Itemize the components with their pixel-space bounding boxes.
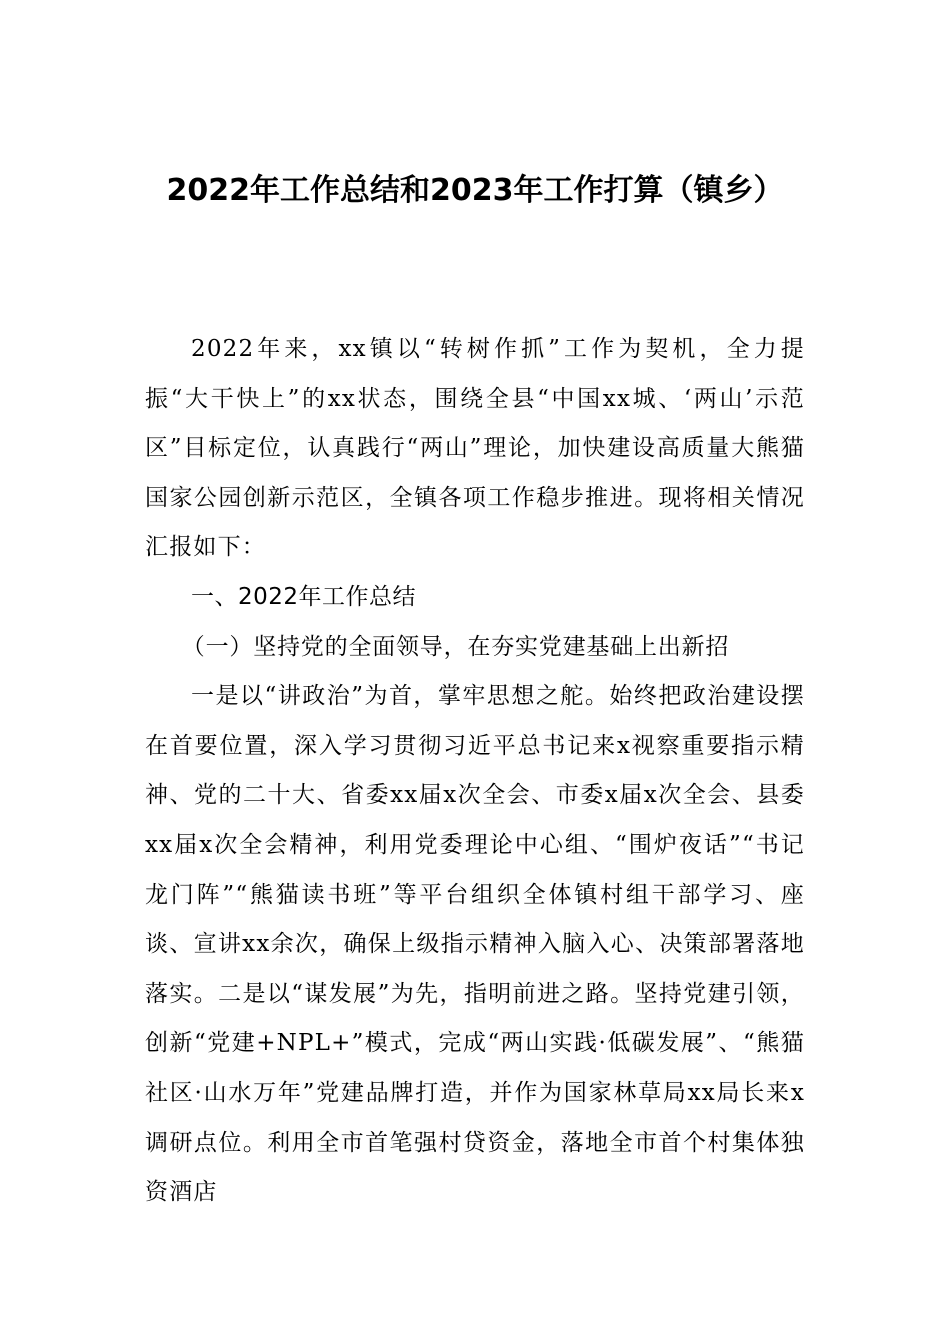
- document-body: [145, 325, 805, 1218]
- body-paragraph: 一是以“讲政治”为首，掌牢思想之舵。始终把政治建设摆在首要位置，深入学习贯彻习近平总书记来x视察重要指示精神、党的二十大、省委xx届x次全会、市委x届x次全会、县委xx届x次全会精神，利用党委理论中心组、“围炉夜话”“书记龙门阵”“熊猫读书班”等平台组织全体镇村组干部学习、座谈、宣讲xx余次，确保上级指示精神入脑入心、决策部署落地落实。二是以“谋发展”为先，指明前进之路。坚持党建引领，创新“党建+NPL+”模式，完成“两山实践·低碳发展”、“熊猫社区·山水万年”党建品牌打造，并作为国家林草局xx局长来x调研点位。利用全市首笔强村贷资金，落地全市首个村集体独资酒店: [145, 683, 805, 1206]
- intro-paragraph: 2022年来，xx镇以“转树作抓”工作为契机，全力提振“大干快上”的xx状态，围绕全县“中国xx城、‘两山’示范区”目标定位，认真践行“两山”理论，加快建设高质量大熊猫国家公园创新示范区，全镇各项工作稳步推进。现将相关情况汇报如下：: [145, 336, 805, 561]
- document-title: 2022年工作总结和2023年工作打算（镇乡）: [166, 173, 784, 208]
- section-heading: 一、2022年工作总结: [191, 583, 417, 610]
- subsection-heading: （一）坚持党的全面领导，在夯实党建基础上出新招: [181, 633, 730, 660]
